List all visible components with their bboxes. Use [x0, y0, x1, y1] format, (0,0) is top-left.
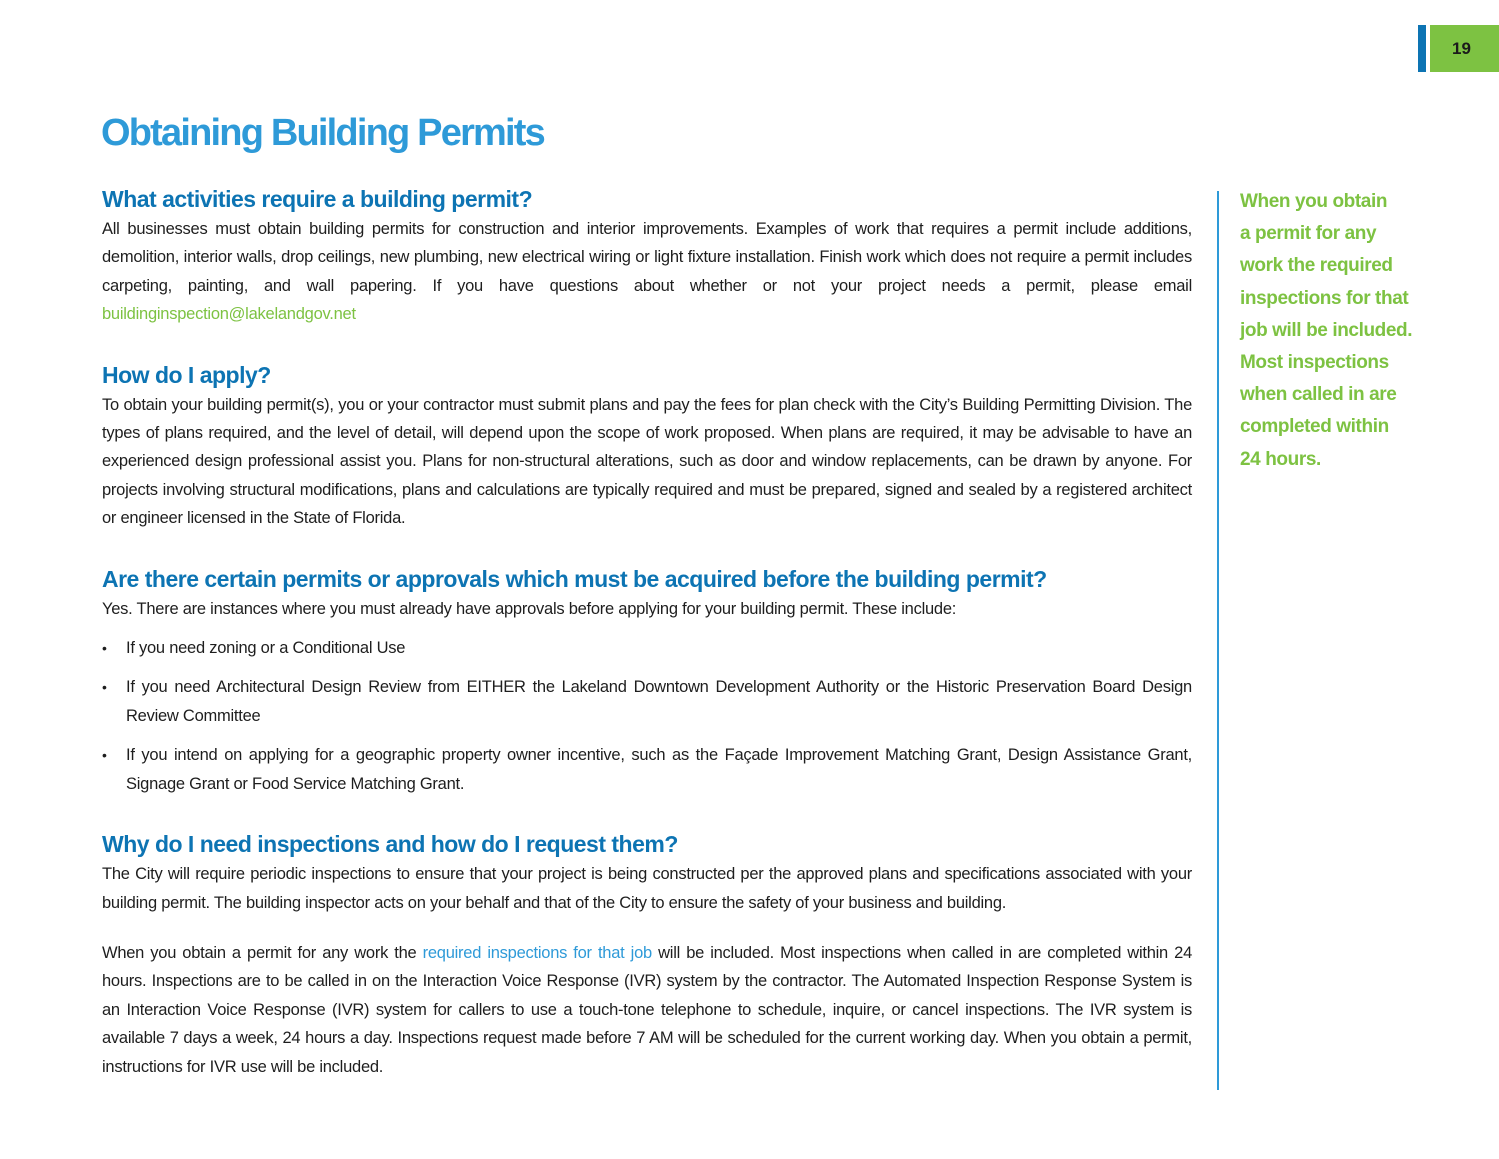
page-number-badge: [1430, 25, 1499, 72]
section-heading: How do I apply?: [102, 361, 271, 388]
paragraph-text: When you obtain a permit for any work the: [102, 943, 423, 962]
section-inspections: [102, 828, 1192, 1081]
section-prior-approvals: [102, 563, 1192, 798]
section-spacer: [102, 533, 1192, 563]
pull-quote-line: Most inspections: [1240, 352, 1389, 374]
pull-quote-line: a permit for any: [1240, 223, 1377, 245]
sidebar-pull-quote: [1240, 186, 1430, 476]
pull-quote-line: work the required: [1240, 255, 1393, 277]
pull-quote-line: When you obtain: [1240, 191, 1388, 212]
section-paragraph: [102, 215, 1192, 329]
section-paragraph: To obtain your building permit(s), you or your contractor must submit plans and pay the fees for plan check with the City’s Building Permitting Division. The types of plans required, and the level of detail, will depend upon the scope of work proposed. When plans are required, it may be advisable to have an experienced design professional assist you. Plans for non-structural alterations, such as door and window replacements, can be drawn by anyone. For projects involving structural modifications, plans and calculations are typically required and must be prepared, signed and sealed by a registered architect or engineer licensed in the State of Florida.: [102, 395, 1192, 528]
section-spacer: [102, 798, 1192, 828]
page-number: 19: [1452, 38, 1471, 58]
section-paragraph: Yes. There are instances where you must already have approvals before applying for your building permit. These include:: [102, 599, 957, 618]
pull-quote-line: job will be included.: [1240, 319, 1413, 341]
bullet-icon: •: [102, 747, 107, 764]
section-apply: [102, 359, 1192, 533]
bullet-icon: •: [102, 640, 107, 657]
section-heading: What activities require a building permit?: [102, 186, 533, 212]
list-item-text: If you need Architectural Design Review from EITHER the Lakeland Downtown Development Authority or the Historic Preservation Board Design Review Committee: [126, 678, 1192, 725]
section-paragraph: The City will require periodic inspections to ensure that your project is being constructed per the approved plans and specifications associated with your building permit. The building inspector acts on your behalf and that of the City to ensure the safety of your business and building.: [102, 865, 1192, 912]
pull-quote-line: inspections for that: [1240, 287, 1409, 309]
section-spacer: [102, 329, 1192, 359]
page-tab-accent-bar: [1418, 25, 1426, 72]
paragraph-text: will be included. Most inspections when called in are completed within 24 hours. Inspections are to be called in on the Interaction Voice Response (IVR) system by the contractor. The Automated Inspection Response System is an Interaction Voice Response (IVR) system for callers to use a touch-tone telephone to schedule, inquire, or cancel inspections. The IVR system is available 7 days a week, 24 hours a day. Inspections request made before 7 AM will be scheduled for the current working day. When you obtain a permit, instructions for IVR use will be included.: [102, 943, 1193, 1076]
pull-quote-line: completed within: [1240, 416, 1389, 438]
list-item: [102, 634, 1192, 662]
paragraph-spacer: [102, 917, 1192, 939]
section-paragraph: [102, 939, 1192, 1081]
list-item: [102, 673, 1192, 730]
required-inspections-link[interactable]: required inspections for that job: [422, 943, 652, 962]
page-title: Obtaining Building Permits: [101, 112, 544, 154]
section-heading: Are there certain permits or approvals which must be acquired before the building permit?: [102, 565, 1047, 592]
list-item-text: If you intend on applying for a geographic property owner incentive, such as the Façade Improvement Matching Grant, Design Assistance Grant, Signage Grant or Food Service Matching Grant.: [126, 746, 1192, 793]
list-item-text: If you need zoning or a Conditional Use: [126, 639, 406, 658]
main-content: [102, 183, 1192, 1081]
pull-quote-line: when called in are: [1240, 384, 1397, 406]
section-heading: Why do I need inspections and how do I request them?: [102, 831, 678, 858]
paragraph-text: All businesses must obtain building permits for construction and interior improvements. Examples of work that requires a permit include additions, demolition, interior walls, drop ceilings, new plumbing, new electrical wiring or light fixture installation. Finish work which does not require a permit includes carpeting, painting, and wall papering. If you have questions about whether or not your project needs a permit, please email: [102, 220, 1192, 295]
list-item: [102, 741, 1192, 798]
section-activities: [102, 183, 1192, 329]
sidebar-divider: [1217, 191, 1219, 1090]
email-link[interactable]: buildinginspection@lakelandgov.net: [102, 305, 356, 324]
approvals-list: [102, 634, 1192, 798]
bullet-icon: •: [102, 679, 107, 696]
pull-quote-line: 24 hours.: [1240, 448, 1321, 470]
